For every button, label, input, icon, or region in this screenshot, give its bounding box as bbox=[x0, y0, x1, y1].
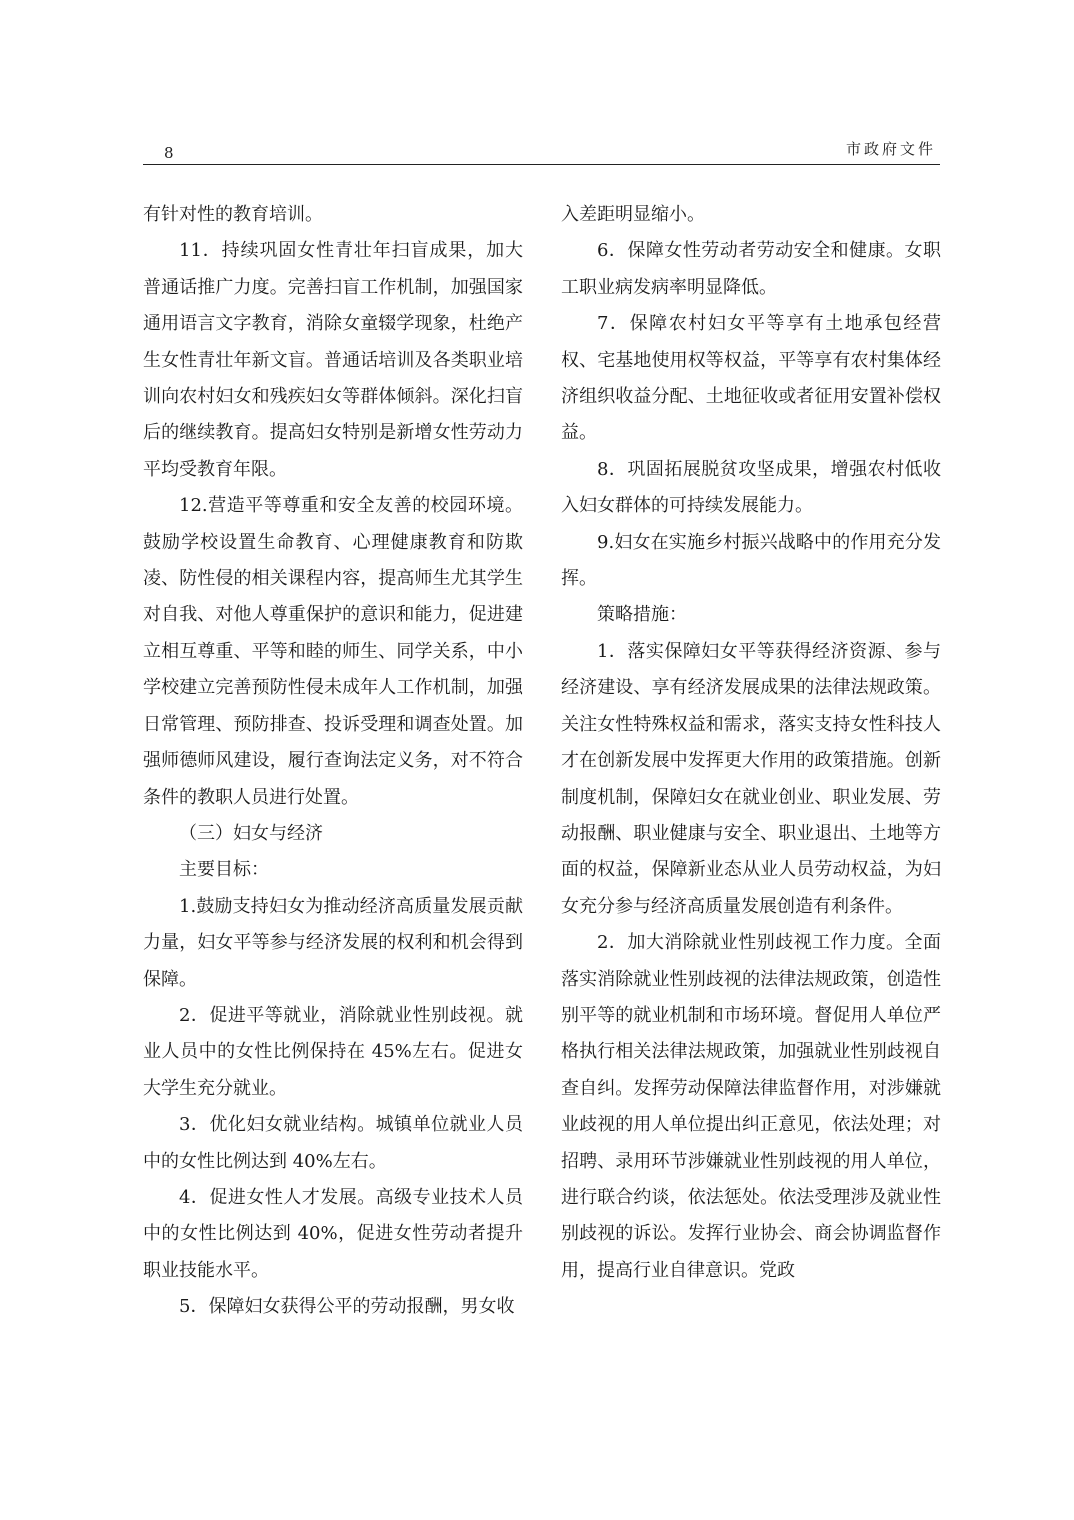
paragraph: 4．促进女性人才发展。高级专业技术人员中的女性比例达到 40%，促进女性劳动者提升职业技能水平。 bbox=[143, 1186, 523, 1281]
paragraph: 有针对性的教育培训。 bbox=[143, 204, 323, 225]
paragraph: 7．保障农村妇女平等享有土地承包经营权、宅基地使用权等权益，平等享有农村集体经济组织收益分配、土地征收或者征用安置补偿权益。 bbox=[561, 313, 941, 444]
subheading: 策略措施： bbox=[597, 604, 687, 626]
paragraph: 9.妇女在实施乡村振兴战略中的作用充分发挥。 bbox=[561, 531, 941, 590]
paragraph: 11．持续巩固女性青壮年扫盲成果，加大普通话推广力度。完善扫盲工作机制，加强国家通用语言文字教育，消除女童辍学现象，杜绝产生女性青壮年新文盲。普通话培训及各类职业培训向农村妇女和残疾妇女等群体倾斜。深化扫盲后的继续教育。提高妇女特别是新增女性劳动力平均受教育年限。 bbox=[143, 240, 523, 480]
subheading: 主要目标： bbox=[179, 859, 269, 881]
paragraph: 6．保障女性劳动者劳动安全和健康。女职工职业病发病率明显降低。 bbox=[561, 240, 941, 298]
section-heading: （三）妇女与经济 bbox=[179, 822, 323, 844]
page-number: 8 bbox=[164, 144, 174, 162]
paragraph: 3．优化妇女就业结构。城镇单位就业人员中的女性比例达到 40%左右。 bbox=[143, 1114, 523, 1172]
paragraph: 1.鼓励支持妇女为推动经济高质量发展贡献力量，妇女平等参与经济发展的权利和机会得到保障。 bbox=[143, 895, 523, 990]
paragraph: 2．促进平等就业，消除就业性别歧视。就业人员中的女性比例保持在 45%左右。促进女大学生充分就业。 bbox=[143, 1004, 523, 1099]
page-header bbox=[143, 138, 940, 165]
right-column bbox=[561, 197, 941, 1289]
paragraph: 8．巩固拓展脱贫攻坚成果，增强农村低收入妇女群体的可持续发展能力。 bbox=[561, 458, 941, 517]
left-column bbox=[143, 197, 523, 1326]
paragraph: 1．落实保障妇女平等获得经济资源、参与经济建设、享有经济发展成果的法律法规政策。关注女性特殊权益和需求，落实支持女性科技人才在创新发展中发挥更大作用的政策措施。创新制度机制，保障妇女在就业创业、职业发展、劳动报酬、职业健康与安全、职业退出、土地等方面的权益，保障新业态从业人员劳动权益，为妇女充分参与经济高质量发展创造有利条件。 bbox=[561, 640, 941, 917]
document-label: 市政府文件 bbox=[845, 140, 936, 158]
paragraph: 12.营造平等尊重和安全友善的校园环境。鼓励学校设置生命教育、心理健康教育和防欺凌、防性侵的相关课程内容，提高师生尤其学生对自我、对他人尊重保护的意识和能力，促进建立相互尊重、平等和睦的师生、同学关系，中小学校建立完善预防性侵未成年人工作机制，加强日常管理、预防排查、投诉受理和调查处置。加强师德师风建设，履行查询法定义务，对不符合条件的教职人员进行处置。 bbox=[143, 495, 523, 808]
paragraph: 2．加大消除就业性别歧视工作力度。全面落实消除就业性别歧视的法律法规政策，创造性别平等的就业机制和市场环境。督促用人单位严格执行相关法律法规政策，加强就业性别歧视自查自纠。发挥劳动保障法律监督作用，对涉嫌就业歧视的用人单位提出纠正意见，依法处理；对招聘、录用环节涉嫌就业性别歧视的用人单位，进行联合约谈，依法惩处。依法受理涉及就业性别歧视的诉讼。发挥行业协会、商会协调监督作用，提高行业自律意识。党政 bbox=[561, 932, 941, 1281]
paragraph: 5．保障妇女获得公平的劳动报酬，男女收 bbox=[179, 1296, 515, 1318]
paragraph: 入差距明显缩小。 bbox=[561, 204, 705, 225]
